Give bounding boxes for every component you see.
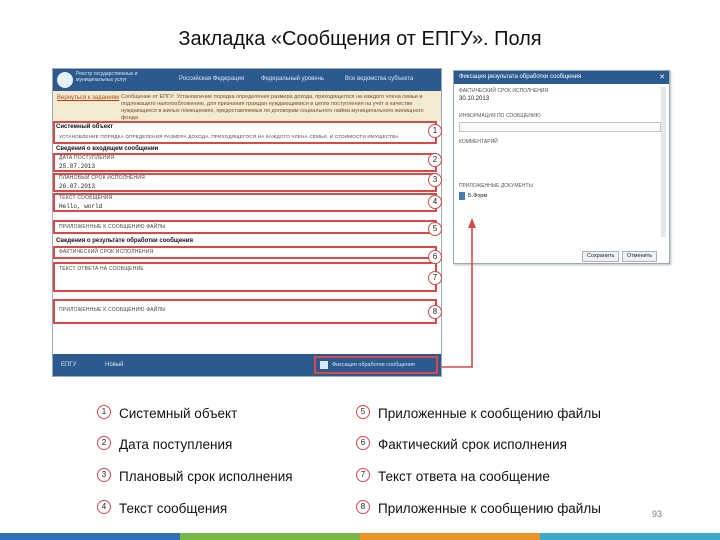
nav-item-federal[interactable]: Федеральный уровень — [261, 76, 325, 82]
marker-5: 5 — [428, 222, 442, 236]
logo-text: Реестр государственных и муниципальных услуг — [76, 71, 138, 83]
system-object-heading: Системный объект — [56, 124, 114, 130]
legend-text-6: Фактический срок исполнения — [378, 437, 567, 452]
dialog-title: Фиксация результата обработки сообщения — [459, 74, 582, 80]
reply-text-label: ТЕКСТ ОТВЕТА НА СООБЩЕНИЕ — [59, 266, 144, 272]
dialog-reply-input[interactable] — [459, 122, 661, 132]
file-icon — [459, 192, 465, 200]
legend-num-3: 3 — [97, 468, 111, 482]
actual-date-label: ФАКТИЧЕСКИЙ СРОК ИСПОЛНЕНИЯ — [59, 249, 154, 255]
legend-num-2: 2 — [97, 436, 111, 450]
message-text-value: Hello, world — [59, 203, 103, 210]
legend-num-1: 1 — [97, 405, 111, 419]
received-value: 25.07.2013 — [59, 163, 96, 170]
marker-8: 8 — [428, 305, 442, 319]
legend-text-7: Текст ответа на сообщение — [378, 469, 550, 484]
planned-label: ПЛАНОВЫЙ СРОК ИСПОЛНЕНИЯ — [59, 175, 145, 181]
message-text-label: ТЕКСТ СООБЩЕНИЯ — [59, 195, 113, 201]
slide-title: Закладка «Сообщения от ЕПГУ». Поля — [178, 28, 542, 50]
fix-processing-label: Фиксация обработки сообщения — [332, 362, 415, 368]
dialog-docs-label: ПРИЛОЖЕННЫЕ ДОКУМЕНТЫ — [459, 183, 533, 189]
marker-4: 4 — [428, 195, 442, 209]
nav-item-subject[interactable]: Все ведомства субъекта — [345, 76, 414, 82]
legend-text-4: Текст сообщения — [119, 501, 228, 516]
bottom-item-new[interactable]: Новый — [105, 362, 124, 368]
incoming-section-heading: Сведения о входящем сообщении — [56, 146, 159, 152]
back-link[interactable]: Вернуться к заданиям — [57, 95, 120, 101]
fix-processing-button[interactable] — [314, 356, 438, 374]
dialog-titlebar — [454, 71, 669, 84]
footer-band-green — [180, 533, 360, 540]
fixation-dialog — [453, 70, 670, 264]
legend-num-6: 6 — [356, 436, 370, 450]
planned-value: 26.07.2013 — [59, 183, 96, 190]
marker-2: 2 — [428, 153, 442, 167]
app-header — [53, 69, 441, 91]
dialog-comment-label: КОММЕНТАРИЙ — [459, 139, 498, 145]
marker-7: 7 — [428, 271, 442, 285]
dialog-actual-value[interactable]: 30.10.2013 — [459, 96, 490, 102]
dialog-actual-label: ФАКТИЧЕСКИЙ СРОК ИСПОЛНЕНИЯ — [459, 88, 549, 94]
floppy-icon — [320, 361, 328, 369]
footer-band-orange — [360, 533, 540, 540]
received-label: ДАТА ПОСТУПЛЕНИЯ — [59, 155, 115, 161]
bottom-toolbar — [53, 354, 441, 376]
dialog-scrollbar[interactable] — [661, 87, 666, 237]
legend-text-1: Системный объект — [119, 406, 238, 421]
legend-num-5: 5 — [356, 405, 370, 419]
legend-text-2: Дата поступления — [119, 437, 233, 452]
legend-text-5: Приложенные к сообщению файлы — [378, 406, 601, 421]
message-header-text: Сообщение от ЕПГУ: Установление порядка определения размера дохода, приходящегося на каждого члена семьи и подлежащего налогообложению, для признания граждан нуждающимися в целях поступления на учёт в качестве нуждающихся в жилых помещениях, предоставляемых по договорам социального найма муниципального жилищного фонда — [121, 94, 424, 121]
footer-band-blue — [0, 533, 180, 540]
result-section-heading: Сведения о результате обработки сообщения — [56, 238, 193, 244]
cancel-button[interactable]: Отменить — [622, 251, 657, 262]
logo-icon — [57, 72, 73, 88]
nav-item-rf[interactable]: Российская Федерация — [179, 76, 245, 82]
legend-num-7: 7 — [356, 468, 370, 482]
form-content — [53, 121, 441, 354]
dialog-reply-label: ИНФОРМАЦИЯ ПО СООБЩЕНИЮ — [459, 113, 541, 119]
app-screenshot — [52, 68, 442, 377]
page-number: 93 — [652, 509, 663, 519]
footer-band-teal — [540, 533, 720, 540]
marker-6: 6 — [428, 250, 442, 264]
save-button[interactable]: Сохранить — [582, 251, 619, 262]
marker-3: 3 — [428, 173, 442, 187]
legend-text-3: Плановый срок исполнения — [119, 469, 293, 484]
bottom-item-epgu[interactable]: ЕПГУ — [61, 362, 77, 368]
close-icon[interactable]: ✕ — [659, 74, 665, 81]
legend-num-4: 4 — [97, 500, 111, 514]
dialog-file-name[interactable]: Б.Форм — [468, 193, 488, 199]
legend-text-8: Приложенные к сообщению файлы — [378, 501, 601, 516]
attached-files-label: ПРИЛОЖЕННЫЕ К СООБЩЕНИЮ ФАЙЛЫ — [59, 224, 166, 230]
system-object-value: УСТАНОВЛЕНИЕ ПОРЯДКА ОПРЕДЕЛЕНИЯ РАЗМЕРА ДОХОДА, ПРИХОДЯЩЕГОСЯ НА КАЖДОГО ЧЛЕНА СЕМЬИ, И СТОИМОСТИ ИМУЩЕСТВА — [59, 134, 399, 139]
legend-num-8: 8 — [356, 500, 370, 514]
marker-1: 1 — [428, 124, 442, 138]
result-files-label: ПРИЛОЖЕННЫЕ К СООБЩЕНИЮ ФАЙЛЫ — [59, 307, 166, 313]
